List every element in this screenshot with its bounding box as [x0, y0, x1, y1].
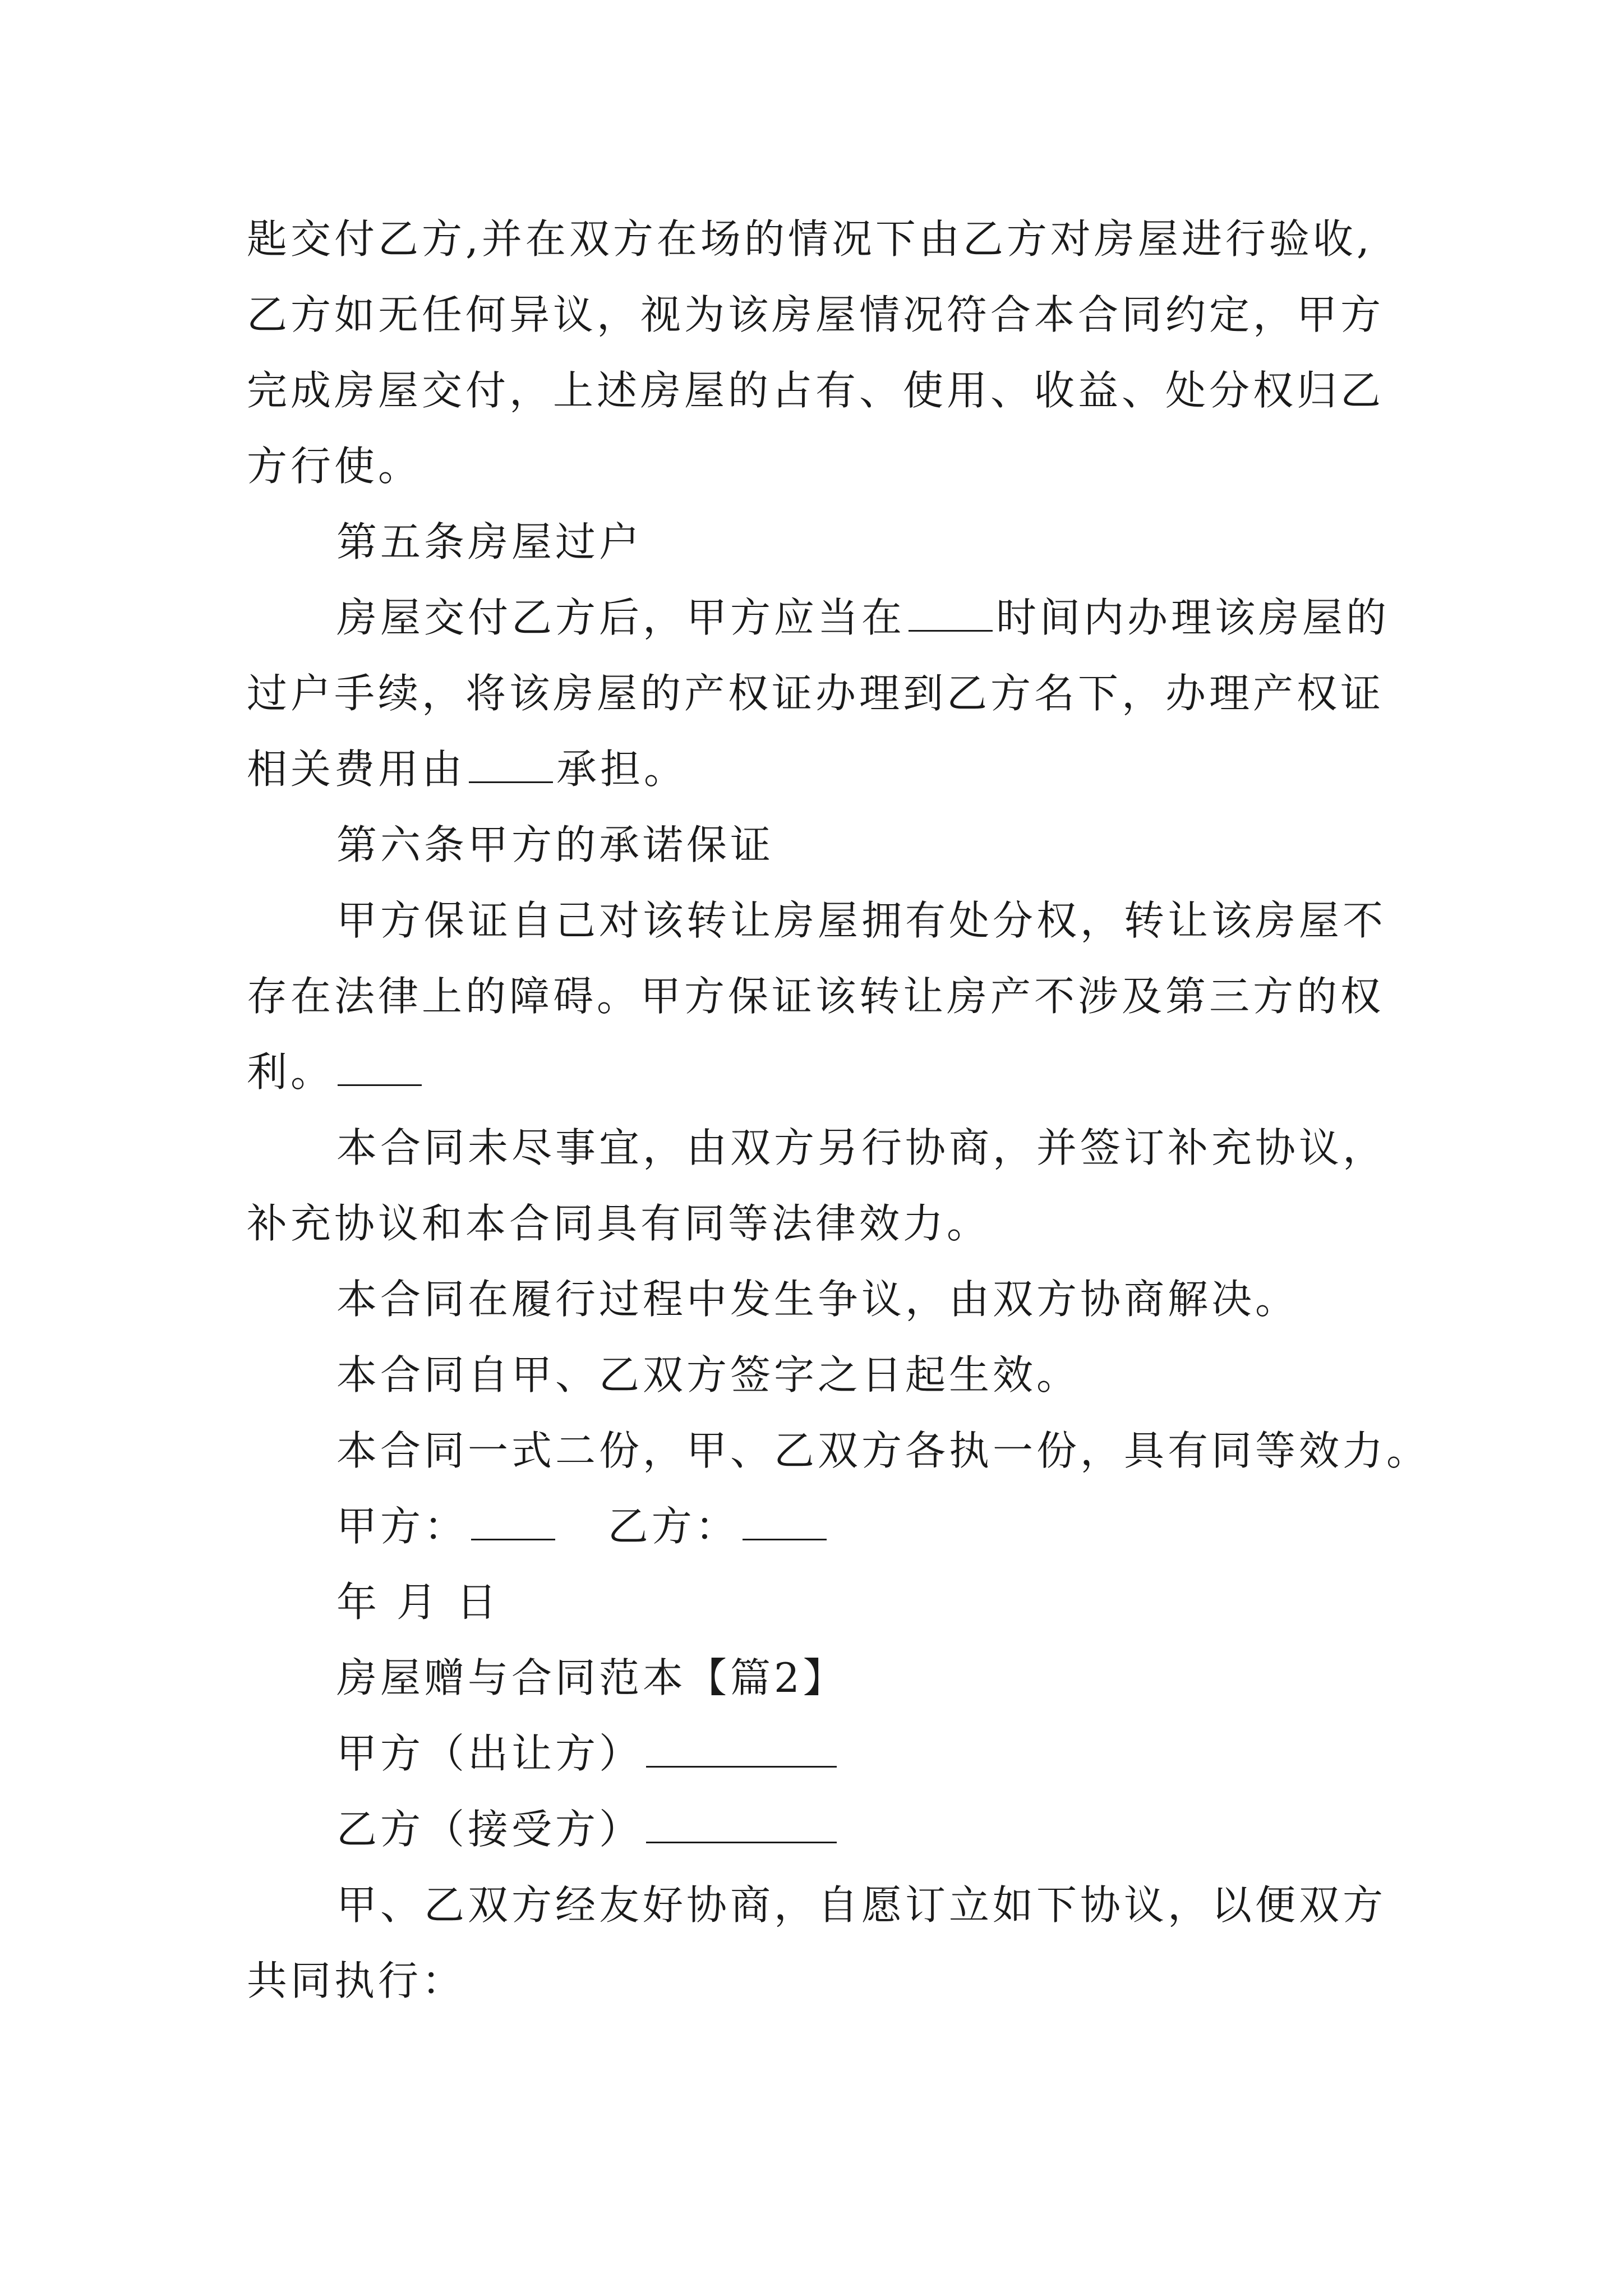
paragraph-line [247, 291, 1385, 338]
paragraph-line [247, 443, 422, 490]
paragraph-line [247, 746, 688, 793]
text-line: 利。 [247, 1048, 335, 1096]
text-line: 共同执行： [247, 1957, 466, 2004]
text-line: 本合同一式二份，甲、乙双方各执一份，具有同等效力。 [336, 1427, 1431, 1474]
section-heading [336, 821, 774, 868]
heading-text: 第五条房屋过户 [336, 518, 643, 565]
paragraph-line [336, 1351, 1081, 1398]
section-title [336, 1654, 847, 1701]
text-line: 存在法律上的障碍。甲方保证该转让房产不涉及第三方的权 [247, 973, 1385, 1020]
fill-in-blank[interactable] [338, 1052, 422, 1086]
party-a-signature-blank[interactable] [471, 1506, 555, 1540]
date-line [336, 1579, 500, 1626]
paragraph-line [247, 1200, 991, 1247]
text-line: 匙交付乙方,并在双方在场的情况下由乙方对房屋进行验收, [247, 215, 1373, 263]
text-line: 相关费用由 [247, 746, 466, 793]
text-line: 过户手续，将该房屋的产权证办理到乙方名下，办理产权证 [247, 670, 1385, 717]
text-line: 方行使。 [247, 443, 422, 490]
party-a-name-blank[interactable] [646, 1733, 837, 1768]
paragraph-line [247, 215, 1373, 263]
party-b-label: 乙方： [607, 1503, 739, 1550]
paragraph-line [247, 670, 1385, 717]
heading-text: 第六条甲方的承诺保证 [336, 821, 774, 868]
party-a-label: 甲方： [336, 1503, 468, 1550]
text-line: 甲方保证自己对该转让房屋拥有处分权，转让该房屋不 [336, 897, 1387, 944]
paragraph-line [336, 1427, 1431, 1474]
party-b-label: 乙方（接受方） [336, 1806, 643, 1853]
text-line: 承担。 [556, 746, 688, 793]
party-b-name-blank[interactable] [646, 1809, 837, 1843]
party-line [336, 1806, 840, 1853]
party-a-label: 甲方（出让方） [336, 1730, 643, 1777]
paragraph-line [247, 1957, 466, 2004]
text-line: 甲、乙双方经友好协商，自愿订立如下协议，以便双方 [336, 1881, 1387, 1929]
paragraph-line [247, 973, 1385, 1020]
paragraph-line [336, 897, 1387, 944]
paragraph-line [247, 1048, 425, 1096]
title-text: 房屋赠与合同范本【篇2】 [336, 1654, 847, 1701]
paragraph-line [336, 1881, 1387, 1929]
section-heading [336, 518, 643, 565]
fill-in-blank[interactable] [469, 749, 553, 783]
text-line: 本合同自甲、乙双方签字之日起生效。 [336, 1351, 1081, 1398]
text-line: 补充协议和本合同具有同等法律效力。 [247, 1200, 991, 1247]
date-text: 年 月 日 [336, 1579, 500, 1626]
paragraph-line [336, 594, 1390, 641]
paragraph-line [336, 1124, 1387, 1171]
paragraph-line [247, 367, 1385, 414]
fill-in-blank[interactable] [909, 597, 993, 632]
party-line [336, 1730, 840, 1777]
signature-line [336, 1503, 830, 1550]
party-b-signature-blank[interactable] [743, 1506, 827, 1540]
text-line: 乙方如无任何异议，视为该房屋情况符合本合同约定，甲方 [247, 291, 1385, 338]
text-line: 完成房屋交付，上述房屋的占有、使用、收益、处分权归乙 [247, 367, 1385, 414]
text-line: 时间内办理该房屋的 [996, 594, 1390, 641]
text-line: 本合同在履行过程中发生争议，由双方协商解决。 [336, 1276, 1299, 1323]
text-line: 房屋交付乙方后，甲方应当在 [336, 594, 906, 641]
text-line: 本合同未尽事宜，由双方另行协商，并签订补充协议， [336, 1124, 1387, 1171]
paragraph-line [336, 1276, 1299, 1323]
